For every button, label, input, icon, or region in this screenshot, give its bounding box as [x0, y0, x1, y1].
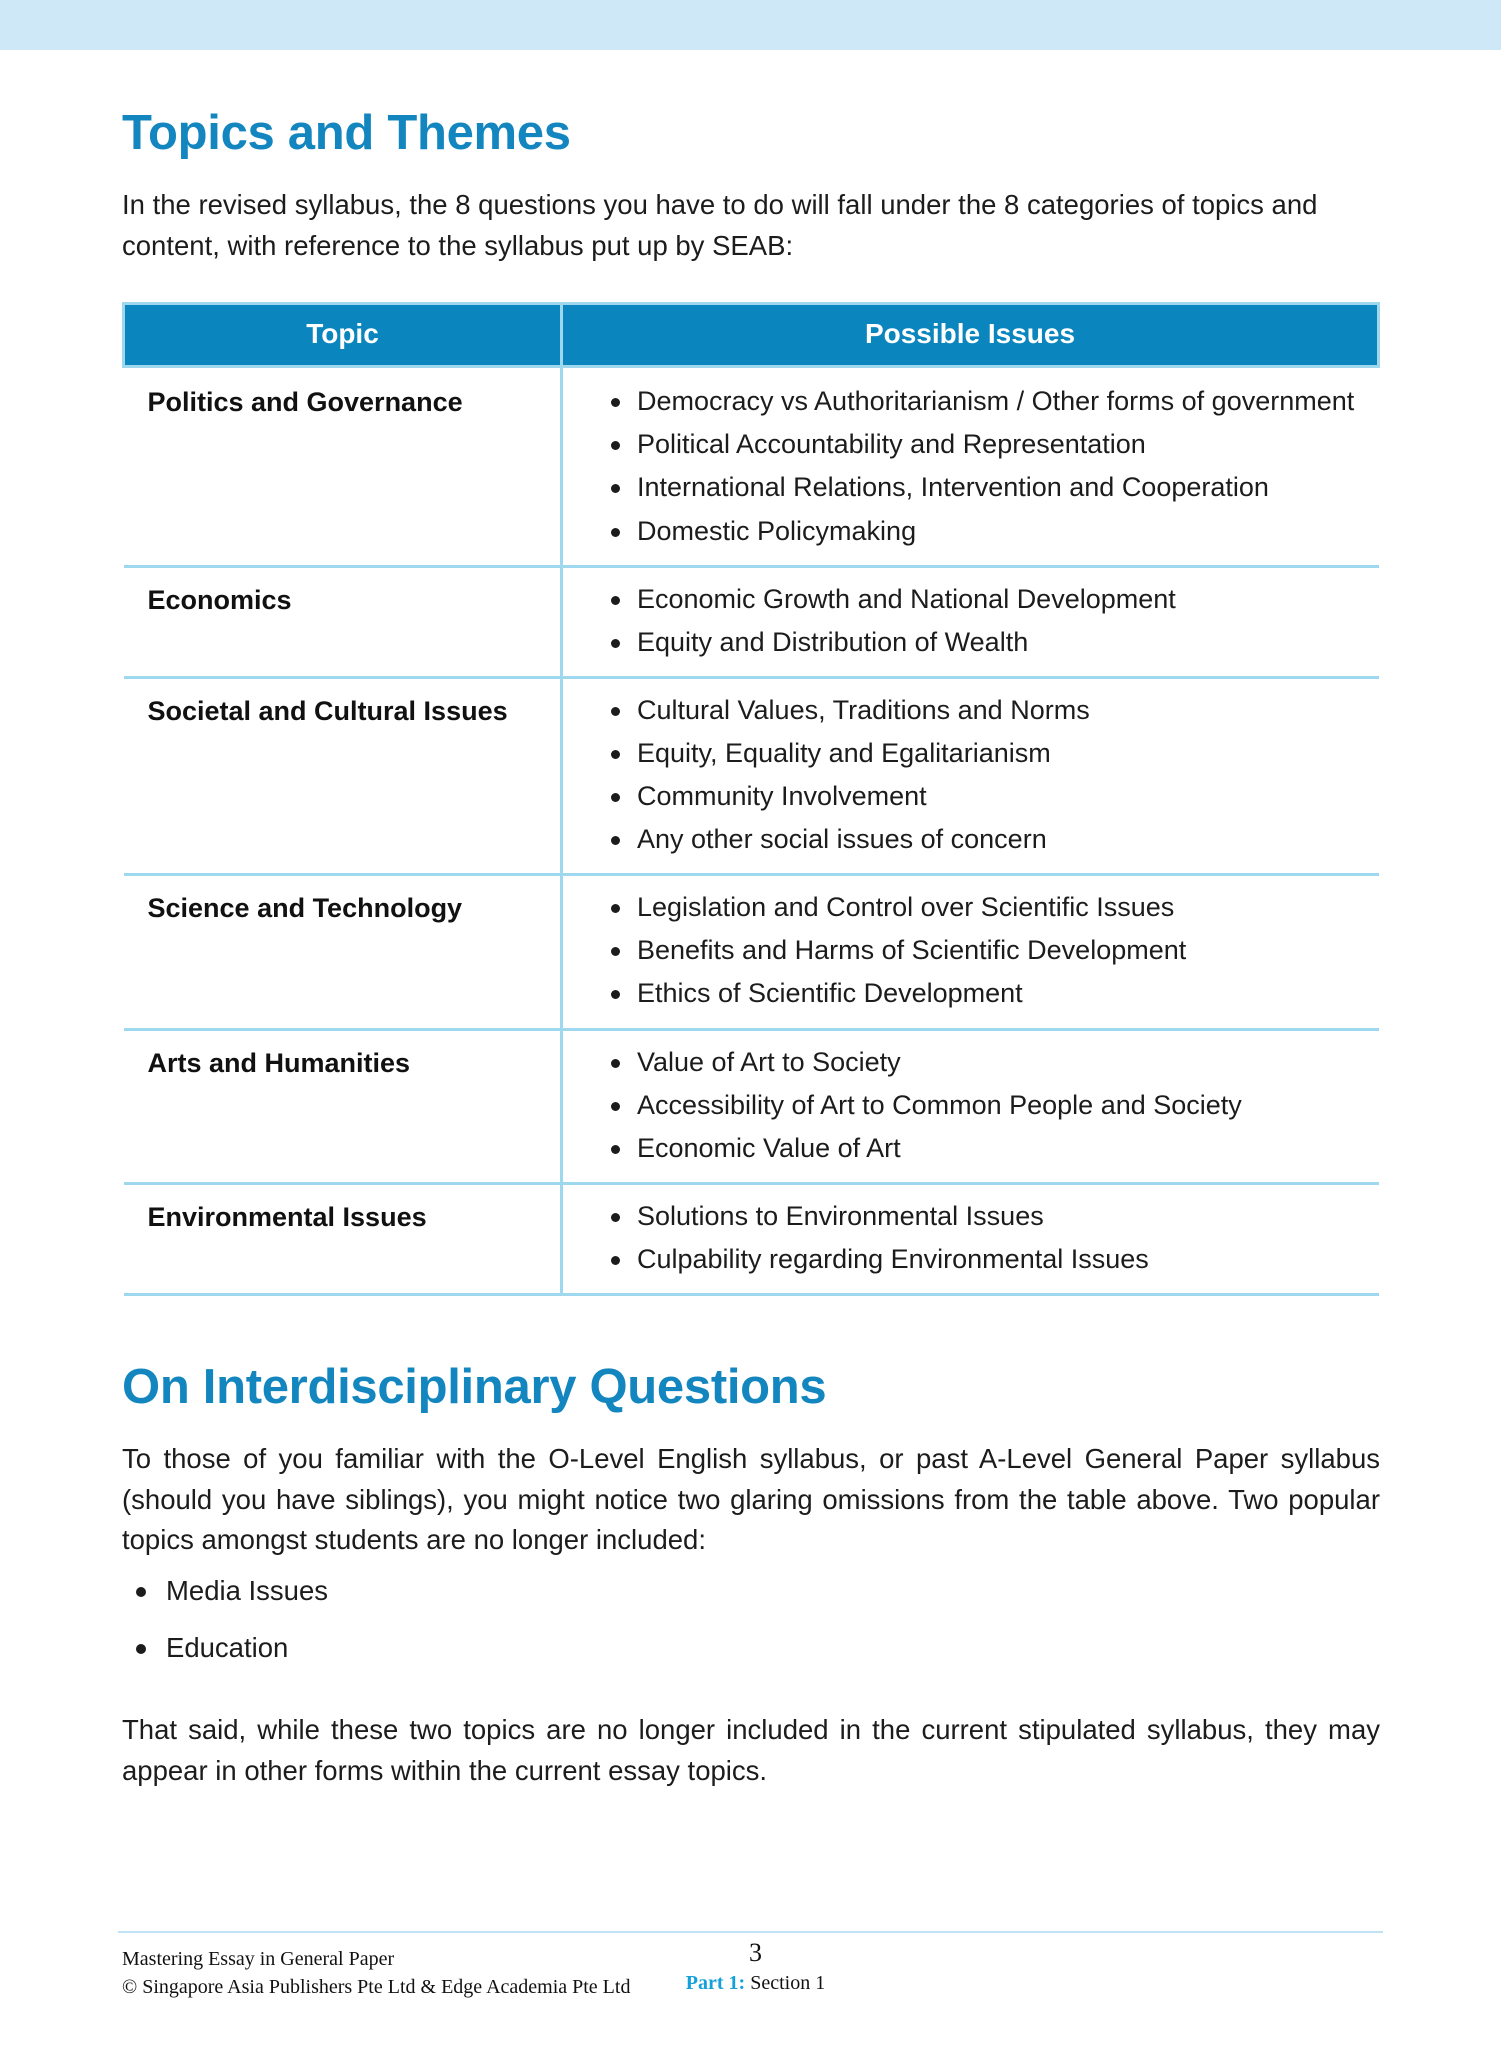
list-item: Democracy vs Authoritarianism / Other forms of government [563, 384, 1373, 419]
footer-part-label: Part 1: [685, 1971, 746, 1994]
list-item: International Relations, Intervention and Cooperation [563, 470, 1373, 505]
column-header-topic: Topic [124, 304, 562, 367]
list-item: Solutions to Environmental Issues [563, 1199, 1373, 1234]
issues-list [563, 693, 1373, 857]
issues-cell [562, 1029, 1379, 1183]
issues-cell [562, 367, 1379, 566]
issues-list [563, 384, 1373, 548]
topic-cell: Environmental Issues [124, 1183, 562, 1294]
list-item: Equity and Distribution of Wealth [563, 625, 1373, 660]
list-item: Community Involvement [563, 779, 1373, 814]
table-row [124, 367, 1379, 566]
list-item: Education [122, 1630, 1380, 1666]
issues-list [563, 890, 1373, 1011]
table-row [124, 566, 1379, 677]
topic-cell: Societal and Cultural Issues [124, 677, 562, 874]
table-header [124, 304, 1379, 367]
page-title: Topics and Themes [122, 106, 571, 160]
topic-cell: Arts and Humanities [124, 1029, 562, 1183]
footer-book-title: Mastering Essay in General Paper [122, 1948, 395, 1970]
table-row [124, 875, 1379, 1029]
list-item: Benefits and Harms of Scientific Development [563, 933, 1373, 968]
interdisciplinary-paragraph-2: That said, while these two topics are no longer included in the current stipulated syllabus, they may appear in other forms within the current essay topics. [122, 1714, 1380, 1786]
list-item: Ethics of Scientific Development [563, 976, 1373, 1011]
paragraph-spacer [122, 1688, 1380, 1710]
topic-cell: Politics and Governance [124, 367, 562, 566]
intro-paragraph: In the revised syllabus, the 8 questions you have to do will fall under the 8 categories of topics and content, with reference to the syllabus put up by SEAB: [122, 189, 1318, 261]
list-item: Domestic Policymaking [563, 514, 1373, 549]
issues-cell [562, 566, 1379, 677]
issues-cell [562, 1183, 1379, 1294]
list-item: Value of Art to Society [563, 1045, 1373, 1080]
section-spacer [122, 1296, 1380, 1362]
list-item: Accessibility of Art to Common People and Society [563, 1088, 1373, 1123]
issues-list [563, 582, 1373, 660]
list-item: Legislation and Control over Scientific Issues [563, 890, 1373, 925]
table-row [124, 1029, 1379, 1183]
topic-cell: Science and Technology [124, 875, 562, 1029]
column-header-possible-issues: Possible Issues [562, 304, 1379, 367]
list-item: Economic Growth and National Development [563, 582, 1373, 617]
list-item: Culpability regarding Environmental Issues [563, 1242, 1373, 1277]
issues-cell [562, 677, 1379, 874]
list-item: Economic Value of Art [563, 1131, 1373, 1166]
footer-part-line [10, 1972, 1501, 1995]
page-top-band [0, 0, 1501, 50]
omitted-topics-list [122, 1573, 1380, 1667]
table-header-row [124, 304, 1379, 367]
page-bottom-band [0, 2023, 1501, 2051]
list-item: Any other social issues of concern [563, 822, 1373, 857]
issues-list [563, 1045, 1373, 1166]
list-item: Cultural Values, Traditions and Norms [563, 693, 1373, 728]
table-row [124, 1183, 1379, 1294]
page-footer [0, 1931, 1501, 2023]
page-number: 3 [749, 1938, 762, 1967]
list-item: Political Accountability and Representation [563, 427, 1373, 462]
list-item: Equity, Equality and Egalitarianism [563, 736, 1373, 771]
footer-center-block [0, 1939, 1501, 1995]
topic-cell: Economics [124, 566, 562, 677]
footer-divider [118, 1931, 1383, 1933]
footer-copyright: © Singapore Asia Publishers Pte Ltd & Edge Academia Pte Ltd [122, 1976, 631, 1999]
footer-section-label: Section 1 [750, 1971, 826, 1994]
page-content [122, 108, 1380, 1799]
issues-cell [562, 875, 1379, 1029]
interdisciplinary-paragraph-1: To those of you familiar with the O-Level English syllabus, or past A-Level General Paper syllabus (should you have siblings), you might notice two glaring omissions from the table above. Two popular topics amongst students are no longer included: [122, 1443, 1380, 1556]
topics-and-themes-table [122, 302, 1380, 1296]
list-item: Media Issues [122, 1573, 1380, 1609]
table-body [124, 367, 1379, 1295]
section-heading-interdisciplinary: On Interdisciplinary Questions [122, 1359, 827, 1414]
table-row [124, 677, 1379, 874]
issues-list [563, 1199, 1373, 1277]
